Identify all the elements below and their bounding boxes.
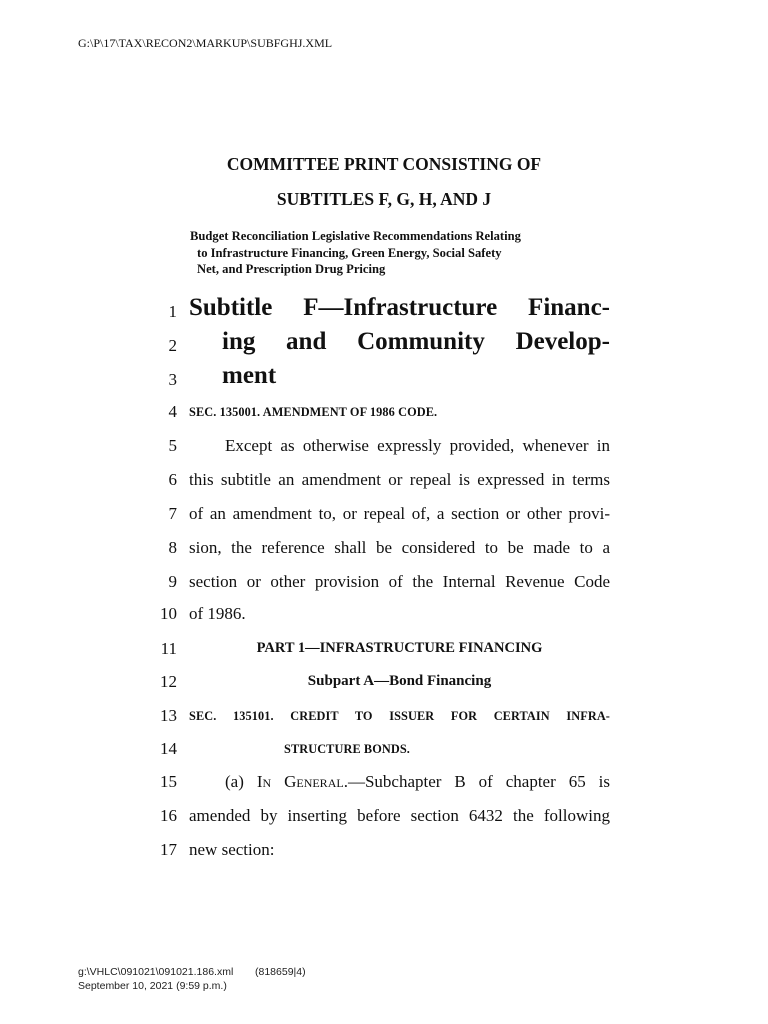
- body-text-line: of 1986.: [189, 604, 246, 623]
- footer-file-path: g:\VHLC\091021\091021.186.xml: [78, 966, 234, 978]
- line-number: 16: [160, 806, 177, 825]
- subpart-heading: Subpart A—Bond Financing: [307, 673, 492, 689]
- body-text-line: sion, the reference shall be considered to be made to a: [189, 538, 610, 557]
- line-number: 5: [168, 436, 177, 455]
- description-line-1: Budget Reconciliation Legislative Recommendations Relating: [190, 229, 521, 243]
- body-text-line: section or other provision of the Internal Revenue Code: [189, 572, 610, 591]
- footer-code: (818659|4): [255, 966, 306, 978]
- subsection-prefix: (a): [225, 772, 257, 791]
- body-text-line: Except as otherwise expressly provided, whenever in: [225, 436, 610, 455]
- line-number: 8: [168, 538, 177, 557]
- description-line-2: to Infrastructure Financing, Green Energy, Social Safety: [197, 245, 502, 260]
- line-number: 11: [160, 639, 177, 658]
- line-number: 9: [168, 572, 177, 591]
- document-title-line-2: SUBTITLES F, G, H, AND J: [276, 189, 492, 209]
- body-text-line: new section:: [189, 840, 275, 859]
- line-number: 13: [160, 706, 177, 725]
- document-description: [190, 228, 610, 278]
- line-number: 4: [168, 402, 177, 421]
- description-line-3: Net, and Prescription Drug Pricing: [197, 262, 386, 276]
- line-number: 6: [168, 470, 177, 489]
- line-number: 7: [168, 504, 177, 523]
- section-heading: SEC. 135001. AMENDMENT OF 1986 CODE.: [189, 405, 438, 419]
- line-number: 1: [168, 302, 177, 321]
- line-number: 17: [160, 840, 177, 859]
- line-number: 10: [160, 604, 177, 623]
- line-number: 15: [160, 772, 177, 791]
- subtitle-heading-line-3: ment: [222, 362, 277, 389]
- line-number: 3: [168, 370, 177, 389]
- section-heading-continuation: STRUCTURE BONDS.: [284, 742, 410, 756]
- subsection-line: [189, 772, 610, 792]
- document-file-path: G:\P\17\TAX\RECON2\MARKUP\SUBFGHJ.XML: [78, 36, 333, 50]
- subsection-text: .—Subchapter B of chapter 65 is: [343, 772, 610, 791]
- body-text-line: of an amendment to, or repeal of, a section or other provi-: [189, 504, 610, 523]
- body-text-line: amended by inserting before section 6432 the following: [189, 806, 610, 825]
- subtitle-heading-line-2: ing and Community Develop-: [222, 328, 610, 355]
- body-text-line: this subtitle an amendment or repeal is expressed in terms: [189, 470, 610, 489]
- footer-date: September 10, 2021 (9:59 p.m.): [78, 980, 227, 992]
- line-number: 2: [168, 336, 177, 355]
- part-heading: PART 1—INFRASTRUCTURE FINANCING: [256, 640, 543, 656]
- line-number: 12: [160, 672, 177, 691]
- section-heading: SEC. 135101. CREDIT TO ISSUER FOR CERTAIN INFRA-: [189, 709, 610, 723]
- line-number: 14: [160, 739, 177, 758]
- document-title-line-1: COMMITTEE PRINT CONSISTING OF: [226, 154, 542, 174]
- subtitle-heading-line-1: Subtitle F—Infrastructure Financ-: [189, 294, 610, 321]
- subsection-heading: In General: [256, 772, 344, 791]
